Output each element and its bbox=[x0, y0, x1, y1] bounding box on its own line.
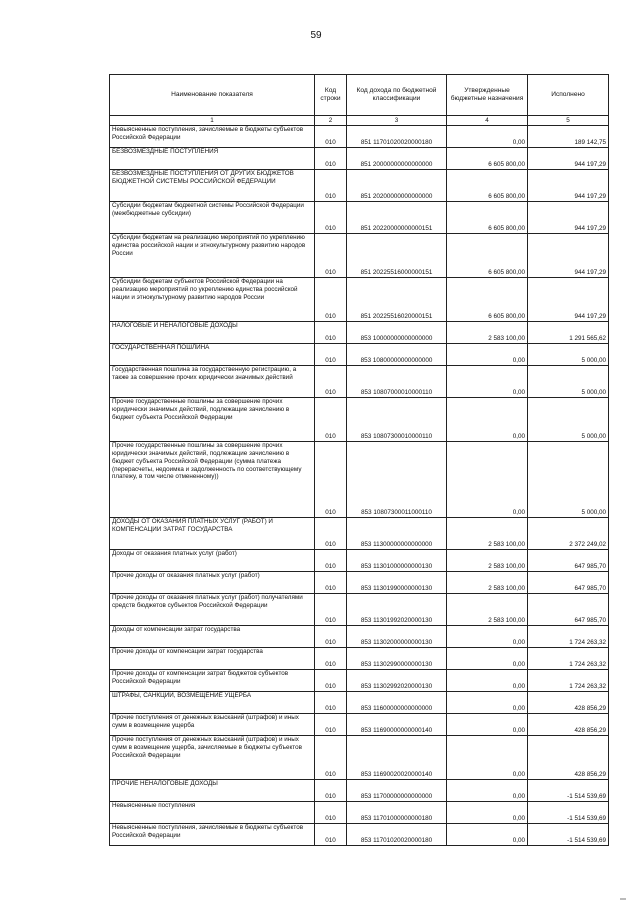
row-name: Невыясненные поступления, зачисляемые в бюджеты субъектов Российской Федерации bbox=[110, 824, 315, 846]
row-name: Субсидии бюджетам субъектов Российской Федерации на реализацию мероприятий по укреплению единства российской нации и этнокультурному развитию народов России bbox=[110, 278, 315, 322]
row-kbk: 851 20225516000000151 bbox=[347, 234, 447, 278]
row-code: 010 bbox=[315, 802, 347, 824]
row-name: Прочие поступления от денежных взысканий (штрафов) и иных сумм в возмещение ущерба, зачисляемые в бюджеты субъектов Российской Федерации bbox=[110, 736, 315, 780]
table-row bbox=[110, 278, 609, 322]
row-name: Невыясненные поступления, зачисляемые в бюджеты субъектов Российской Федерации bbox=[110, 126, 315, 148]
row-executed: 944 197,29 bbox=[528, 170, 609, 202]
row-executed: 5 000,00 bbox=[528, 344, 609, 366]
row-kbk: 853 11700000000000000 bbox=[347, 780, 447, 802]
row-kbk: 853 11302990000000130 bbox=[347, 648, 447, 670]
row-kbk: 853 10807000010000110 bbox=[347, 366, 447, 398]
row-kbk: 853 11701020020000180 bbox=[347, 824, 447, 846]
row-executed: 647 985,70 bbox=[528, 572, 609, 594]
row-approved: 6 605 800,00 bbox=[447, 148, 528, 170]
row-kbk: 853 11300000000000000 bbox=[347, 518, 447, 550]
row-code: 010 bbox=[315, 736, 347, 780]
row-kbk: 853 11690020020000140 bbox=[347, 736, 447, 780]
row-approved: 0,00 bbox=[447, 802, 528, 824]
row-kbk: 851 20000000000000000 bbox=[347, 148, 447, 170]
column-number: 4 bbox=[447, 116, 528, 126]
header-code: Код строки bbox=[315, 75, 347, 116]
row-executed: 944 197,29 bbox=[528, 278, 609, 322]
row-kbk: 853 11701000000000180 bbox=[347, 802, 447, 824]
row-kbk: 853 11301992020000130 bbox=[347, 594, 447, 626]
row-name: Доходы от компенсации затрат государства bbox=[110, 626, 315, 648]
column-number-row bbox=[110, 116, 609, 126]
row-approved: 2 583 100,00 bbox=[447, 322, 528, 344]
table-row bbox=[110, 550, 609, 572]
row-kbk: 853 11302992020000130 bbox=[347, 670, 447, 692]
row-executed: 944 197,29 bbox=[528, 148, 609, 170]
row-code: 010 bbox=[315, 322, 347, 344]
row-code: 010 bbox=[315, 648, 347, 670]
row-code: 010 bbox=[315, 126, 347, 148]
row-executed: 944 197,29 bbox=[528, 202, 609, 234]
table-row bbox=[110, 148, 609, 170]
table-body bbox=[110, 126, 609, 846]
row-code: 010 bbox=[315, 202, 347, 234]
table-row bbox=[110, 366, 609, 398]
table-row bbox=[110, 714, 609, 736]
row-executed: 647 985,70 bbox=[528, 594, 609, 626]
table-row bbox=[110, 442, 609, 518]
row-executed: 428 856,29 bbox=[528, 714, 609, 736]
row-approved: 0,00 bbox=[447, 670, 528, 692]
row-name: НАЛОГОВЫЕ И НЕНАЛОГОВЫЕ ДОХОДЫ bbox=[110, 322, 315, 344]
row-kbk: 853 10807300011000110 bbox=[347, 442, 447, 518]
row-executed: 1 291 565,62 bbox=[528, 322, 609, 344]
row-name: ШТРАФЫ, САНКЦИИ, ВОЗМЕЩЕНИЕ УЩЕРБА bbox=[110, 692, 315, 714]
row-code: 010 bbox=[315, 550, 347, 572]
row-name: Субсидии бюджетам на реализацию мероприятий по укреплению единства российской нации и этнокультурному развитию народов России bbox=[110, 234, 315, 278]
row-executed: 5 000,00 bbox=[528, 398, 609, 442]
row-kbk: 853 11690000000000140 bbox=[347, 714, 447, 736]
header-name: Наименование показателя bbox=[110, 75, 315, 116]
row-kbk: 851 20200000000000000 bbox=[347, 170, 447, 202]
row-approved: 0,00 bbox=[447, 780, 528, 802]
row-approved: 6 605 800,00 bbox=[447, 234, 528, 278]
row-kbk: 853 10800000000000000 bbox=[347, 344, 447, 366]
table-row bbox=[110, 344, 609, 366]
row-approved: 0,00 bbox=[447, 714, 528, 736]
table-row bbox=[110, 736, 609, 780]
row-approved: 2 583 100,00 bbox=[447, 572, 528, 594]
column-number: 2 bbox=[315, 116, 347, 126]
row-approved: 0,00 bbox=[447, 736, 528, 780]
row-name: Субсидии бюджетам бюджетной системы Российской Федерации (межбюджетные субсидии) bbox=[110, 202, 315, 234]
header-approved: Утвержденные бюджетные назначения bbox=[447, 75, 528, 116]
table-row bbox=[110, 398, 609, 442]
row-code: 010 bbox=[315, 148, 347, 170]
header-executed: Исполнено bbox=[528, 75, 609, 116]
row-kbk: 853 11301000000000130 bbox=[347, 550, 447, 572]
table-row bbox=[110, 594, 609, 626]
row-code: 010 bbox=[315, 344, 347, 366]
row-kbk: 853 10000000000000000 bbox=[347, 322, 447, 344]
row-approved: 0,00 bbox=[447, 824, 528, 846]
revenue-table bbox=[109, 74, 609, 846]
row-name: Доходы от оказания платных услуг (работ) bbox=[110, 550, 315, 572]
table-row bbox=[110, 518, 609, 550]
row-approved: 2 583 100,00 bbox=[447, 518, 528, 550]
row-executed: -1 514 539,69 bbox=[528, 824, 609, 846]
row-kbk: 851 20225516020000151 bbox=[347, 278, 447, 322]
row-approved: 0,00 bbox=[447, 126, 528, 148]
row-executed: 5 000,00 bbox=[528, 366, 609, 398]
row-kbk: 853 11600000000000000 bbox=[347, 692, 447, 714]
row-executed: 1 724 263,32 bbox=[528, 626, 609, 648]
row-code: 010 bbox=[315, 234, 347, 278]
table-row bbox=[110, 802, 609, 824]
row-approved: 6 605 800,00 bbox=[447, 170, 528, 202]
row-executed: 428 856,29 bbox=[528, 736, 609, 780]
row-approved: 0,00 bbox=[447, 366, 528, 398]
row-code: 010 bbox=[315, 692, 347, 714]
row-code: 010 bbox=[315, 824, 347, 846]
row-code: 010 bbox=[315, 398, 347, 442]
column-number: 3 bbox=[347, 116, 447, 126]
header-kbk: Код дохода по бюджетной классификации bbox=[347, 75, 447, 116]
table-row bbox=[110, 670, 609, 692]
table-row bbox=[110, 126, 609, 148]
row-approved: 0,00 bbox=[447, 344, 528, 366]
table-row bbox=[110, 170, 609, 202]
row-code: 010 bbox=[315, 714, 347, 736]
row-name: Прочие доходы от оказания платных услуг (работ) получателями средств бюджетов субъектов Российской Федерации bbox=[110, 594, 315, 626]
row-executed: 428 856,29 bbox=[528, 692, 609, 714]
row-approved: 2 583 100,00 bbox=[447, 550, 528, 572]
row-approved: 6 605 800,00 bbox=[447, 278, 528, 322]
row-name: Прочие государственные пошлины за совершение прочих юридически значимых действий, подлежащие зачислению в бюджет субъекта Российской Федерации (сумма платежа (перерасчеты, недоимка и задолженность по соответствующему платежу, в том числе отмененному)) bbox=[110, 442, 315, 518]
table-row bbox=[110, 692, 609, 714]
row-code: 010 bbox=[315, 594, 347, 626]
row-approved: 0,00 bbox=[447, 442, 528, 518]
column-number: 5 bbox=[528, 116, 609, 126]
row-approved: 0,00 bbox=[447, 398, 528, 442]
row-code: 010 bbox=[315, 442, 347, 518]
row-executed: 2 372 249,02 bbox=[528, 518, 609, 550]
row-name: БЕЗВОЗМЕЗДНЫЕ ПОСТУПЛЕНИЯ ОТ ДРУГИХ БЮДЖЕТОВ БЮДЖЕТНОЙ СИСТЕМЫ РОССИЙСКОЙ ФЕДЕРАЦИИ bbox=[110, 170, 315, 202]
row-approved: 2 583 100,00 bbox=[447, 594, 528, 626]
table-row bbox=[110, 202, 609, 234]
row-kbk: 851 20220000000000151 bbox=[347, 202, 447, 234]
row-code: 010 bbox=[315, 518, 347, 550]
table-row bbox=[110, 572, 609, 594]
row-executed: 647 985,70 bbox=[528, 550, 609, 572]
row-approved: 0,00 bbox=[447, 626, 528, 648]
table-row bbox=[110, 234, 609, 278]
row-name: Прочие доходы от компенсации затрат бюджетов субъектов Российской Федерации bbox=[110, 670, 315, 692]
row-name: ПРОЧИЕ НЕНАЛОГОВЫЕ ДОХОДЫ bbox=[110, 780, 315, 802]
scan-speck bbox=[620, 898, 626, 900]
row-name: Прочие поступления от денежных взысканий (штрафов) и иных сумм в возмещение ущерба bbox=[110, 714, 315, 736]
row-name: БЕЗВОЗМЕЗДНЫЕ ПОСТУПЛЕНИЯ bbox=[110, 148, 315, 170]
row-code: 010 bbox=[315, 366, 347, 398]
row-name: Прочие доходы от оказания платных услуг (работ) bbox=[110, 572, 315, 594]
row-name: ГОСУДАРСТВЕННАЯ ПОШЛИНА bbox=[110, 344, 315, 366]
table-row bbox=[110, 322, 609, 344]
row-name: Прочие государственные пошлины за совершение прочих юридически значимых действий, подлежащие зачислению в бюджет субъекта Российской Федерации bbox=[110, 398, 315, 442]
table-row bbox=[110, 648, 609, 670]
row-code: 010 bbox=[315, 780, 347, 802]
row-code: 010 bbox=[315, 670, 347, 692]
row-code: 010 bbox=[315, 626, 347, 648]
row-code: 010 bbox=[315, 572, 347, 594]
table-row bbox=[110, 626, 609, 648]
row-executed: 944 197,29 bbox=[528, 234, 609, 278]
row-approved: 0,00 bbox=[447, 692, 528, 714]
row-executed: 1 724 263,32 bbox=[528, 648, 609, 670]
header-row bbox=[110, 75, 609, 116]
table-row bbox=[110, 824, 609, 846]
row-executed: 1 724 263,32 bbox=[528, 670, 609, 692]
table-row bbox=[110, 780, 609, 802]
row-approved: 6 605 800,00 bbox=[447, 202, 528, 234]
row-executed: -1 514 539,69 bbox=[528, 780, 609, 802]
row-name: Невыясненные поступления bbox=[110, 802, 315, 824]
row-executed: 189 142,75 bbox=[528, 126, 609, 148]
row-name: Прочие доходы от компенсации затрат государства bbox=[110, 648, 315, 670]
column-number: 1 bbox=[110, 116, 315, 126]
row-kbk: 853 10807300010000110 bbox=[347, 398, 447, 442]
row-code: 010 bbox=[315, 170, 347, 202]
row-kbk: 851 11701020020000180 bbox=[347, 126, 447, 148]
row-name: ДОХОДЫ ОТ ОКАЗАНИЯ ПЛАТНЫХ УСЛУГ (РАБОТ) И КОМПЕНСАЦИИ ЗАТРАТ ГОСУДАРСТВА bbox=[110, 518, 315, 550]
row-executed: -1 514 539,69 bbox=[528, 802, 609, 824]
row-executed: 5 000,00 bbox=[528, 442, 609, 518]
page-number: 59 bbox=[310, 30, 322, 41]
row-approved: 0,00 bbox=[447, 648, 528, 670]
row-kbk: 853 11301990000000130 bbox=[347, 572, 447, 594]
row-code: 010 bbox=[315, 278, 347, 322]
row-name: Государственная пошлина за государственную регистрацию, а также за совершение прочих юридически значимых действий bbox=[110, 366, 315, 398]
row-kbk: 853 11302000000000130 bbox=[347, 626, 447, 648]
